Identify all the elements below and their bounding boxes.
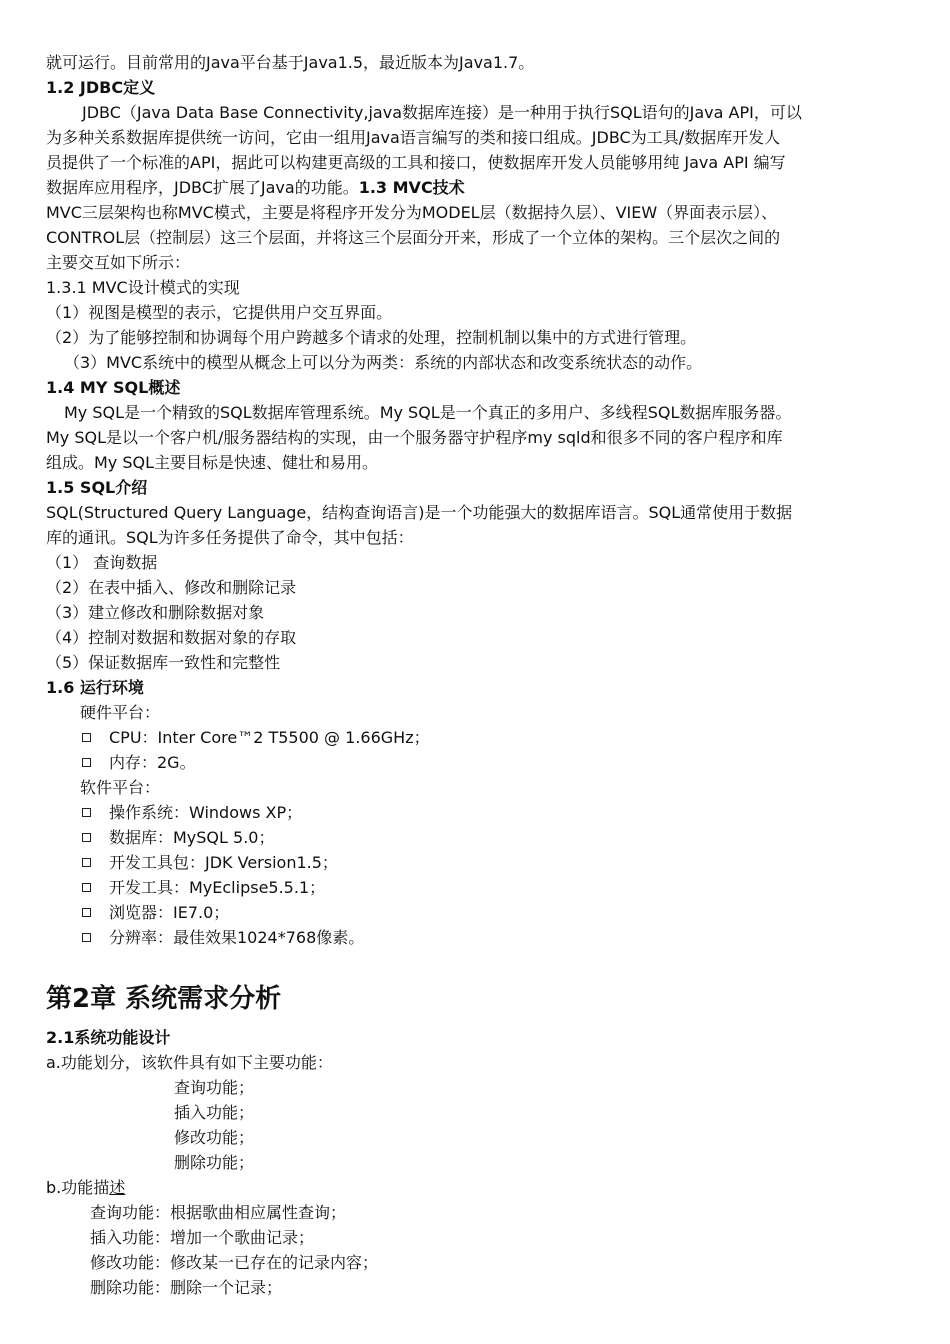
section-1-5-heading: 1.5 SQL介绍	[46, 478, 148, 497]
mysql-paragraph-line: My SQL是一个精致的SQL数据库管理系统。My SQL是一个真正的多用户、多线程SQL数据库服务器。	[64, 403, 792, 422]
function-item: 删除功能；	[174, 1153, 255, 1172]
bullet-text: 分辨率：最佳效果1024*768像素。	[109, 928, 365, 947]
function-description-item: 修改功能：修改某一已存在的记录内容；	[90, 1253, 379, 1272]
bullet-item	[46, 825, 916, 850]
section-1-3-heading: 1.3 MVC技术	[358, 178, 465, 197]
section-1-2-heading: 1.2 JDBC定义	[46, 78, 156, 97]
jdbc-paragraph-line: 为多种关系数据库提供统一访问，它由一组用Java语言编写的类和接口组成。JDBC为工具/数据库开发人	[46, 128, 781, 147]
bullet-text: CPU：Inter Core™2 T5500 @ 1.66GHz；	[109, 728, 430, 747]
bullet-item	[46, 750, 916, 775]
mvc-list-item: （1）视图是模型的表示，它提供用户交互界面。	[46, 303, 393, 322]
software-platform-label: 软件平台：	[80, 778, 161, 797]
chapter-2-title: 第2章 系统需求分析	[46, 984, 282, 1014]
section-1-6-heading: 1.6 运行环境	[46, 678, 144, 697]
square-bullet-icon	[82, 883, 91, 892]
jdbc-paragraph-tail: 数据库应用程序，JDBC扩展了Java的功能。	[46, 178, 359, 197]
function-division-label: a.功能划分，该软件具有如下主要功能：	[46, 1053, 333, 1072]
mysql-paragraph-line: My SQL是以一个客户机/服务器结构的实现，由一个服务器守护程序my sqld和很多不同的客户程序和库	[46, 428, 783, 447]
mvc-paragraph-line: 主要交互如下所示：	[46, 253, 191, 272]
bullet-text: 开发工具包：JDK Version1.5；	[109, 853, 338, 872]
function-item: 插入功能；	[174, 1103, 255, 1122]
bullet-item	[46, 850, 916, 875]
mvc-list-item: （3）MVC系统中的模型从概念上可以分为两类：系统的内部状态和改变系统状态的动作。	[64, 353, 703, 372]
bullet-item	[46, 875, 916, 900]
function-description-label	[46, 1175, 916, 1200]
bullet-item	[46, 925, 916, 950]
bullet-text: 开发工具：MyEclipse5.5.1；	[109, 878, 326, 897]
jdbc-paragraph-line	[46, 175, 916, 200]
sql-list-item: （2）在表中插入、修改和删除记录	[46, 578, 297, 597]
square-bullet-icon	[82, 908, 91, 917]
function-description-item: 查询功能：根据歌曲相应属性查询；	[90, 1203, 347, 1222]
jdbc-paragraph-line: JDBC（Java Data Base Connectivity,java数据库连接）是一种用于执行SQL语句的Java API，可以	[82, 103, 802, 122]
intro-paragraph-end: 就可运行。目前常用的Java平台基于Java1.5，最近版本为Java1.7。	[46, 53, 535, 72]
mvc-paragraph-line: MVC三层架构也称MVC模式，主要是将程序开发分为MODEL层（数据持久层）、VIEW（界面表示层）、	[46, 203, 778, 222]
bullet-text: 操作系统：Windows XP；	[109, 803, 303, 822]
function-description-item: 插入功能：增加一个歌曲记录；	[90, 1228, 315, 1247]
hardware-platform-label: 硬件平台：	[80, 703, 161, 722]
square-bullet-icon	[82, 758, 91, 767]
square-bullet-icon	[82, 733, 91, 742]
bullet-item	[46, 725, 916, 750]
document-page	[46, 50, 916, 1300]
function-item: 修改功能；	[174, 1128, 255, 1147]
bullet-item	[46, 900, 916, 925]
square-bullet-icon	[82, 833, 91, 842]
sql-paragraph-line: 库的通讯。SQL为许多任务提供了命令，其中包括：	[46, 528, 414, 547]
function-item: 查询功能；	[174, 1078, 255, 1097]
square-bullet-icon	[82, 808, 91, 817]
mvc-paragraph-line: CONTROL层（控制层）这三个层面，并将这三个层面分开来，形成了一个立体的架构。三个层次之间的	[46, 228, 781, 247]
jdbc-paragraph-line: 员提供了一个标准的API，据此可以构建更高级的工具和接口，使数据库开发人员能够用纯 Java API 编写	[46, 153, 786, 172]
bullet-text: 内存：2G。	[109, 753, 196, 772]
bullet-text: 浏览器：IE7.0；	[109, 903, 230, 922]
function-description-label-underlined: 述	[109, 1178, 126, 1197]
bullet-text: 数据库：MySQL 5.0；	[109, 828, 275, 847]
section-2-1-heading: 2.1系统功能设计	[46, 1028, 171, 1047]
function-description-label-text: b.功能描	[46, 1178, 110, 1197]
function-description-item: 删除功能：删除一个记录；	[90, 1278, 283, 1297]
square-bullet-icon	[82, 933, 91, 942]
mvc-list-item: （2）为了能够控制和协调每个用户跨越多个请求的处理，控制机制以集中的方式进行管理。	[46, 328, 697, 347]
sql-list-item: （5）保证数据库一致性和完整性	[46, 653, 281, 672]
sql-list-item: （1） 查询数据	[46, 553, 158, 572]
mysql-paragraph-line: 组成。My SQL主要目标是快速、健壮和易用。	[46, 453, 379, 472]
sql-list-item: （3）建立修改和删除数据对象	[46, 603, 265, 622]
square-bullet-icon	[82, 858, 91, 867]
sql-paragraph-line: SQL(Structured Query Language，结构查询语言)是一个功能强大的数据库语言。SQL通常使用于数据	[46, 503, 793, 522]
section-1-4-heading: 1.4 MY SQL概述	[46, 378, 181, 397]
section-1-3-1-heading: 1.3.1 MVC设计模式的实现	[46, 278, 240, 297]
sql-list-item: （4）控制对数据和数据对象的存取	[46, 628, 297, 647]
bullet-item	[46, 800, 916, 825]
